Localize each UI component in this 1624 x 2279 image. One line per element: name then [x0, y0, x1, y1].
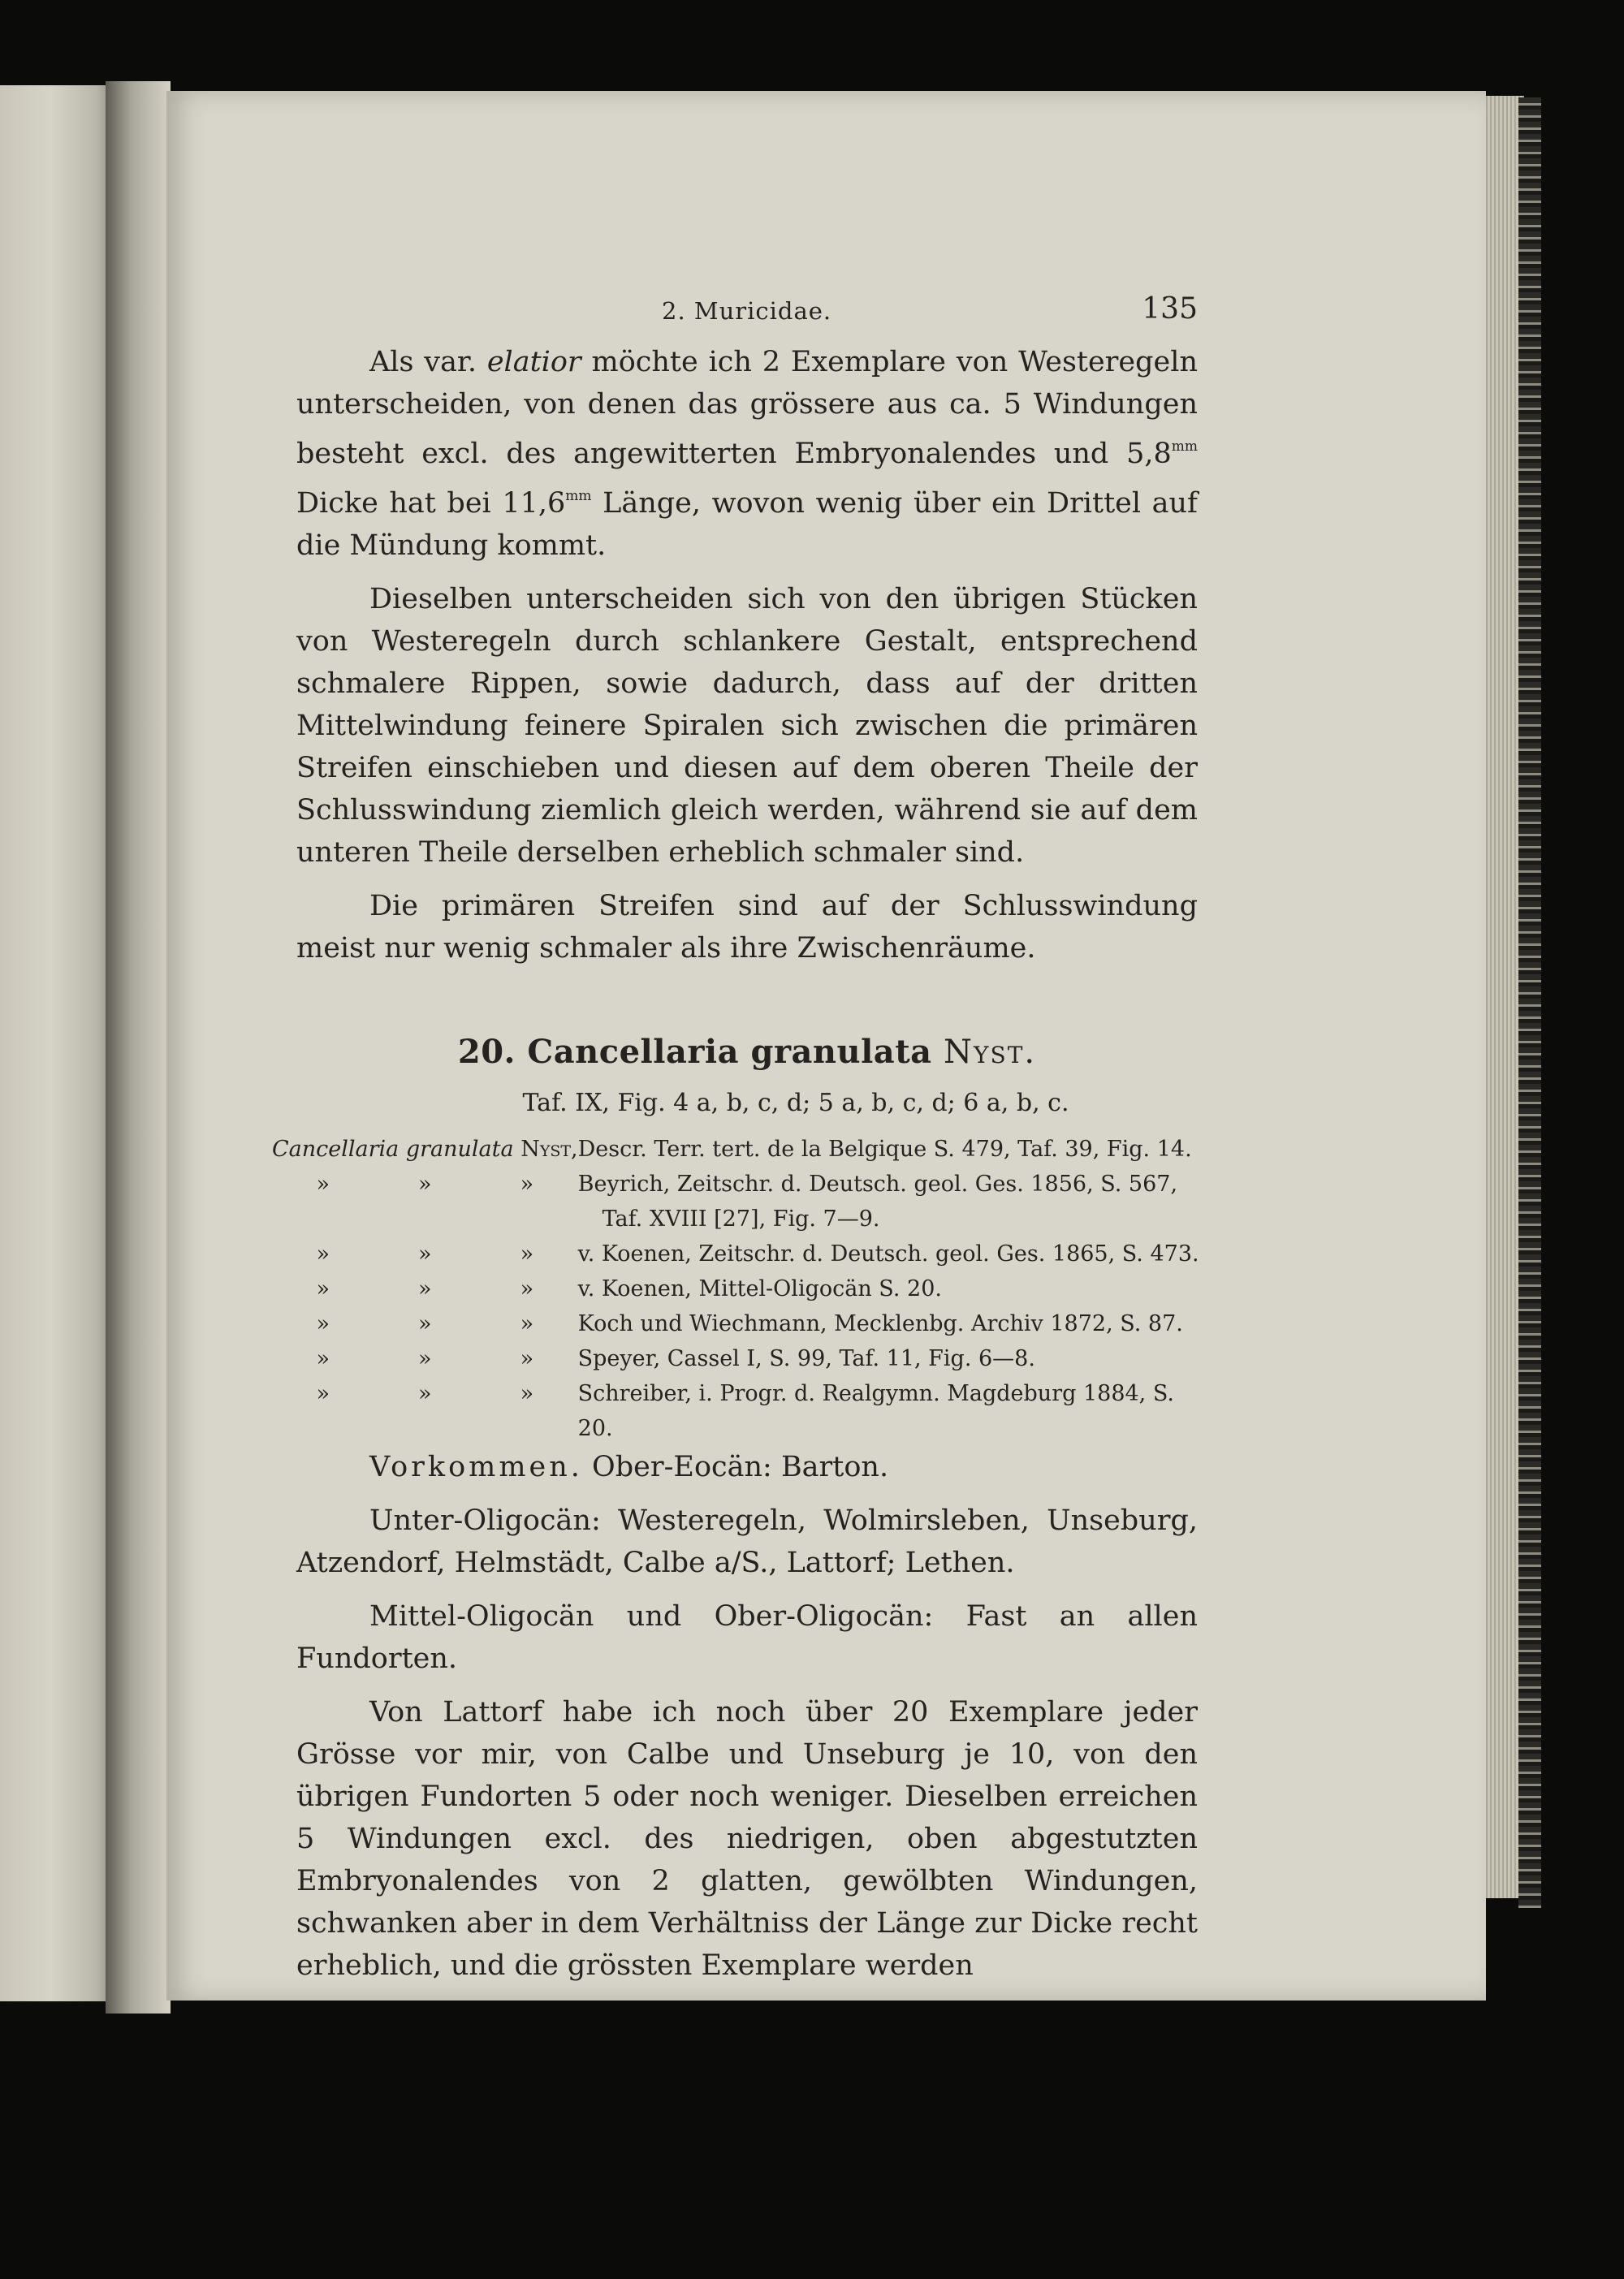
- page-number: 135: [1142, 292, 1198, 326]
- book-cover-edge: [1518, 97, 1541, 1908]
- ditto-mark: »: [520, 1276, 534, 1301]
- book-gutter: [106, 81, 171, 2014]
- occurrence-eocene: Vorkommen. Ober-Eocän: Barton.: [369, 1451, 889, 1483]
- unit-superscript: mm: [565, 488, 592, 504]
- synonymy-row: [272, 1271, 1206, 1306]
- text-run: Dicke hat bei 11,6: [296, 487, 566, 520]
- synonymy-reference: Speyer, Cassel I, S. 99, Taf. 11, Fig. 6—8.: [577, 1346, 1035, 1371]
- synonymy-reference: Schreiber, i. Progr. d. Realgymn. Magdeburg 1884, S. 20.: [577, 1381, 1174, 1441]
- left-page-edge: [0, 85, 114, 2001]
- ditto-mark: »: [418, 1172, 432, 1197]
- synonymy-row: [272, 1237, 1206, 1271]
- ditto-mark: »: [520, 1381, 534, 1406]
- paragraph-differences: Dieselben unterscheiden sich von den übrigen Stücken von Westeregeln durch schlankere Gestalt, entsprechend schmalere Rippen, sowie dadurch, dass auf der dritten Mittelwindung feinere Spiralen sich zwischen die primären Streifen einschieben und diesen auf dem oberen Theile der Schlusswindung ziemlich gleich werden, während sie auf dem unteren Theile derselben erheblich schmaler sind.: [296, 583, 1198, 869]
- synonymy-reference: Descr. Terr. tert. de la Belgique S. 479, Taf. 39, Fig. 14.: [577, 1137, 1192, 1162]
- italic-term: elatior: [486, 346, 581, 378]
- synonymy-list: [272, 1132, 1206, 1446]
- species-name: Cancellaria granulata: [527, 1033, 932, 1071]
- synonymy-row: [272, 1132, 1206, 1167]
- ditto-mark: »: [418, 1276, 432, 1301]
- running-head-title: 2. Muricidae.: [662, 297, 832, 325]
- text-run: möchte ich 2 Exemplare von Westeregeln unterscheiden, von denen das grössere aus ca. 5 Windungen besteht excl. des angewitterten Embryonalendes und 5,8: [296, 346, 1198, 470]
- species-number: 20.: [457, 1033, 516, 1071]
- species-author: Nyst.: [944, 1034, 1037, 1071]
- text-run: Als var.: [369, 346, 487, 378]
- paragraph-var-elatior: [296, 341, 1198, 567]
- plate-reference: Taf. IX, Fig. 4 a, b, c, d; 5 a, b, c, d; 6 a, b, c.: [522, 1089, 1069, 1117]
- page-content: [272, 292, 1199, 1987]
- ditto-mark: »: [418, 1311, 432, 1336]
- ditto-mark: »: [316, 1381, 330, 1406]
- species-heading: [296, 1033, 1198, 1071]
- paragraph-lattorf: Von Lattorf habe ich noch über 20 Exemplare jeder Grösse vor mir, von Calbe und Unseburg je 10, von den übrigen Fundorten 5 oder noch weniger. Dieselben erreichen 5 Windungen excl. des niedrigen, oben abgestutzten Embryonalendes von 2 glatten, gewölbten Windungen, schwanken aber in dem Verhältniss der Länge zur Dicke recht erheblich, und die grössten Exemplare werden: [296, 1696, 1198, 1982]
- synonymy-reference: Koch und Wiechmann, Mecklenbg. Archiv 1872, S. 87.: [577, 1311, 1183, 1336]
- ditto-mark: »: [316, 1172, 330, 1197]
- synonymy-row: [272, 1341, 1206, 1376]
- synonymy-row: [272, 1306, 1206, 1341]
- ditto-mark: »: [418, 1381, 432, 1406]
- synonymy-row: [272, 1167, 1206, 1237]
- ditto-mark: »: [316, 1241, 330, 1267]
- synonymy-reference: v. Koenen, Zeitschr. d. Deutsch. geol. Ges. 1865, S. 473.: [577, 1241, 1199, 1267]
- ditto-mark: »: [520, 1241, 534, 1267]
- text-run: Länge, wovon wenig über ein Drittel auf die Mündung kommt.: [296, 487, 1198, 562]
- occurrence-lower-oligocene: Unter-Oligocän: Westeregeln, Wolmirsleben, Unseburg, Atzendorf, Helmstädt, Calbe a/S., Lattorf; Lethen.: [296, 1504, 1198, 1579]
- unit-superscript: mm: [1171, 438, 1198, 455]
- synonymy-row: [272, 1376, 1206, 1446]
- ditto-mark: »: [520, 1311, 534, 1336]
- ditto-mark: »: [418, 1346, 432, 1371]
- occurrence-middle-upper-oligocene: Mittel-Oligocän und Ober-Oligocän: Fast an allen Fundorten.: [296, 1600, 1198, 1675]
- ditto-mark: »: [520, 1172, 534, 1197]
- paragraph-primary-stripes: Die primären Streifen sind auf der Schlusswindung meist nur wenig schmaler als ihre Zwischenräume.: [296, 890, 1198, 965]
- ditto-mark: »: [316, 1346, 330, 1371]
- ditto-mark: »: [316, 1276, 330, 1301]
- occurrence-label: Vorkommen.: [369, 1451, 583, 1483]
- ditto-mark: »: [316, 1311, 330, 1336]
- synonymy-reference: Beyrich, Zeitschr. d. Deutsch. geol. Ges. 1856, S. 567, Taf. XVIII [27], Fig. 7—9.: [577, 1172, 1178, 1232]
- running-head: [296, 292, 1198, 341]
- synonymy-reference: v. Koenen, Mittel-Oligocän S. 20.: [577, 1276, 942, 1301]
- ditto-mark: »: [418, 1241, 432, 1267]
- ditto-mark: »: [520, 1346, 534, 1371]
- synonymy-species: Cancellaria granulata Nyst,: [272, 1137, 578, 1162]
